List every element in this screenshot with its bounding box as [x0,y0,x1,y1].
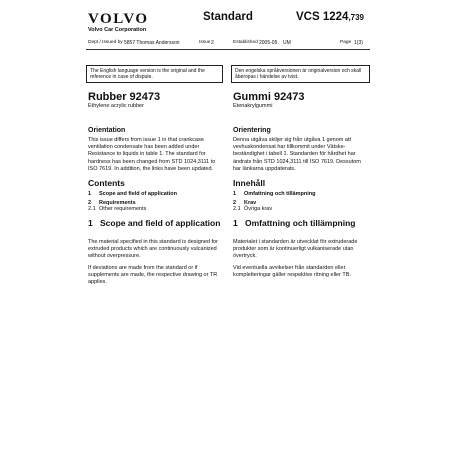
swedish-toc-item-2-1[interactable]: Övriga krav [244,206,273,212]
english-toc-item-2[interactable]: Requirements [99,200,136,206]
dept-label: Dept / Issued by [88,40,123,45]
page-value: 1(3) [354,40,363,46]
swedish-orientation-text: Denna utgåva skiljer sig från utgåva 1 genom att vevhuskondensat har tillkommit under Vätske-beständighet i tabell 1. Standarden för hårdhet har ändrats från STD 1024,3111 till ISO 7619. Dessutom har länkarna uppdaterats. [233,137,361,172]
swedish-toc-item-1[interactable]: Omfattning och tillämpning [244,191,316,197]
swedish-subtitle: Etenakrylgummi [233,103,273,109]
standard-number [296,11,364,23]
english-toc-item-2-1[interactable]: Other requirements [99,206,147,212]
swedish-orientation-heading: Orientering [233,127,271,134]
english-orientation-text: This issue differs from issue 1 in that crankcase ventilation condensate has been added under Resistance to liquids in table 1. The standard for hardness has been changed from STD 1024,3111 to ISO 7619. In addition, the links have been updated. [88,137,216,172]
swedish-contents-heading: Innehåll [233,178,266,188]
english-scope-text-1: The material specified in this standard is designed for extruded products which are continuously vulcanized without overpressure. [88,239,218,260]
english-toc-item-1[interactable]: Scope and field of application [99,191,177,197]
english-title: Rubber 92473 [88,91,161,103]
standard-number-suffix: ,739 [348,13,365,22]
established-label: Established [233,40,258,45]
swedish-scope-text-2: Vid eventuella avvikelser från standarden eller kompletteringar gäller respektive ritning eller TB. [233,265,351,279]
swedish-toc-item-2[interactable]: Krav [244,200,257,206]
swedish-toc-num-2: 2 [233,200,237,206]
dept-value: 5857 Thomas Andersson [124,40,180,46]
english-toc-num-2-1: 2.1 [88,206,96,212]
english-notice-box: The English language version is the original and the reference in case of dispute. [86,65,223,83]
english-toc-num-2: 2 [88,200,92,206]
volvo-logo: VOLVO [88,11,149,27]
swedish-toc-num-1: 1 [233,191,237,197]
swedish-scope-num: 1 [233,218,238,228]
issue-label: Issue [199,40,211,45]
page-label: Page [340,40,352,45]
swedish-toc-num-2-1: 2.1 [233,206,241,212]
english-subtitle: Ethylene acrylic rubber [88,103,144,109]
english-scope-num: 1 [88,218,93,228]
swedish-notice-box: Den engelska språkversionen är originalversion och skall åberopas i händelse av tvist. [231,65,370,83]
english-orientation-heading: Orientation [88,127,126,134]
um-label: UM [283,40,291,46]
swedish-scope-heading: Omfattning och tillämpning [245,218,356,228]
issue-value: 2 [211,40,214,46]
standard-number-main: VCS 1224 [296,11,349,23]
swedish-title: Gummi 92473 [233,91,305,103]
header-divider [86,49,370,50]
english-scope-text-2: If deviations are made from the standard or if supplements are made, the respective drawing or TR applies. [88,265,218,286]
corporation-name: Volvo Car Corporation [88,27,147,33]
swedish-scope-text-1: Materialet i standarden är utvecklat för extruderade produkter som är kontinuerligt vulkaniserade utan övertryck. [233,239,358,260]
english-contents-heading: Contents [88,178,125,188]
established-value: 2005-05 [259,40,278,46]
english-toc-num-1: 1 [88,191,92,197]
english-scope-heading: Scope and field of application [100,218,221,228]
document-type: Standard [203,11,253,23]
